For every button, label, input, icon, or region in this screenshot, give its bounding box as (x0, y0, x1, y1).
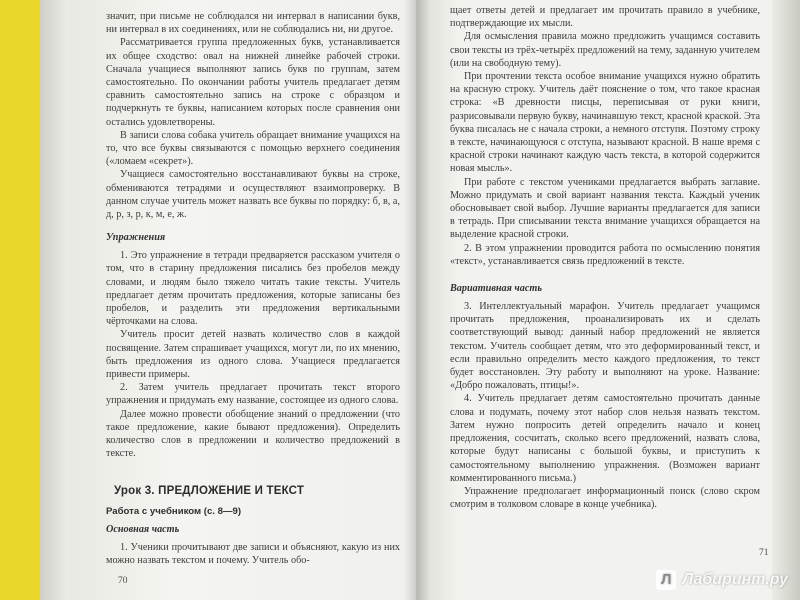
textbook-heading: Работа с учебником (с. 8—9) (106, 505, 242, 517)
watermark (656, 570, 788, 590)
left-page-main-text (106, 541, 400, 567)
paragraph: Учитель просит детей назвать количество слов в каждой посвящение. Затем спрашивает учащихся, могут ли, по их мнению, быть предложения из одного слова. Учащиеся предлагается привести примеры. (106, 329, 400, 381)
main-part-heading: Основная часть (106, 523, 180, 535)
watermark-text: Лабиринт.ру (682, 571, 788, 588)
paragraph: 2. В этом упражнении проводится работа по осмыслению понятия «текст», устанавливается связь предложений в тексте. (450, 242, 760, 267)
book-edge-right (770, 0, 800, 600)
paragraph: При работе с текстом учениками предлагается выбрать заглавие. Можно придумать и свой вариант названия текста. Каждый ученик обосновывает свой выбор. Лучшие варианты предлагается для записи в тетрадь. При списывании текста внимание учащихся обращается на выделение красной строки. (450, 176, 760, 241)
paragraph: В записи слова собака учитель обращает внимание учащихся на то, что все буквы связываются с помощью верхнего соединения («ломаем «секрет»). (106, 129, 400, 168)
paragraph: Упражнение предполагает информационный поиск (слово скром смотрим в толковом словаре в конце учебника). (450, 485, 760, 511)
right-page-variant-text (450, 300, 760, 511)
paragraph: 1. Ученики прочитывают две записи и объясняют, какую из них можно назвать текстом и почему. Учитель обо- (106, 541, 400, 566)
left-page-intro-text (106, 10, 400, 221)
paragraph: При прочтении текста особое внимание учащихся нужно обратить на красную строку. Учитель даёт пояснение о том, что такое красная строка: «В древности писцы, переписывая от руки книги, разрисовывали первую букву, начинавшую текст, красной краской. Эта буква писалась не с начала строки, а немного отступя. Поэтому строку в тексте, начинающуюся с отступа, называют красной. В наше время с красной строки начинают каждую часть текста, в которой содержится новая мысль». (450, 71, 760, 175)
paragraph: 1. Это упражнение в тетради предваряется рассказом учителя о том, что в старину предложения писались без пробелов между словами, и людям было тяжело читать такие тексты. Учитель предлагает детям прочитать предложения, которые записаны без пробелов, и разделить эти предложения вертикальными чёрточками на слова. (106, 250, 400, 328)
left-page (68, 0, 416, 600)
paragraph: 2. Затем учитель предлагает прочитать текст второго упражнения и придумать ему название, состоящее из одного слова. (106, 382, 400, 407)
paragraph: Рассматривается группа предложенных букв, устанавливается их общее сходство: овал на нижней линейке рабочей строки. Сначала учащиеся выполняют запись букв по группам, затем самостоятельно. По окончании работы учитель предлагает детям сравнить самостоятельно запись на строке с образцом и подчеркнуть те буквы, написанием которых после сравнения они остались удовлетворены. (106, 37, 400, 128)
paragraph: Учащиеся самостоятельно восстанавливают буквы на строке, обмениваются тетрадями и осуществляют взаимопроверку. В данном случае учитель может назвать все буквы по порядку: б, в, а, д, р, з, р, к, м, е, ж. (106, 169, 400, 221)
paragraph: 4. Учитель предлагает детям самостоятельно прочитать данные слова и подумать, почему этот набор слов нельзя назвать текстом. Затем нужно попросить детей определить начало и конец предложения, сосчитать, сколько всего предложений, назвать слова, которые будут написаны с большой буквы, и приступить к самостоятельному выполнению упражнения. (Возможен вариант комментированного письма.) (450, 393, 760, 484)
paragraph: 3. Интеллектуальный марафон. Учитель предлагает учащимся прочитать предложения, проанализировать их и сделать соответствующий вывод: данный набор предложений не является текстом. Учитель сообщает детям, что это деформированный текст, и если правильно определить место каждого предложения, то текст будет восстановлен. Эту работу и выполняют на уроке. Название: «Добро пожаловать, птицы!». (450, 301, 760, 392)
variant-heading: Вариативная часть (450, 283, 542, 295)
paragraph: значит, при письме не соблюдался ни интервал в написании букв, ни интервал в их соединениях, или не соблюдались ни, ни другое. (106, 11, 400, 36)
watermark-logo-icon: Л (656, 570, 676, 590)
exercises-heading: Упражнения (106, 232, 166, 244)
right-page-intro-text (450, 4, 760, 268)
paragraph: Далее можно провести обобщение знаний о предложении (что такое предложение, какие бывают предложения). Определить количество слов в предложении и количество предложений в тексте. (106, 408, 400, 460)
book-gutter (404, 0, 430, 600)
paragraph: щает ответы детей и предлагает им прочитать правило в учебнике, подтверждающие их мысли. (450, 5, 760, 30)
page-number-left: 70 (118, 576, 128, 586)
right-page (416, 0, 772, 600)
paragraph: Для осмысления правила можно предложить учащимся составить свои тексты из трёх-четырёх предложений на тему, заданную учителем (или на свободную тему). (450, 31, 760, 69)
page-number-right: 71 (759, 548, 769, 558)
lesson-title: Урок 3. ПРЕДЛОЖЕНИЕ И ТЕКСТ (114, 484, 305, 497)
left-page-exercises-text (106, 249, 400, 460)
